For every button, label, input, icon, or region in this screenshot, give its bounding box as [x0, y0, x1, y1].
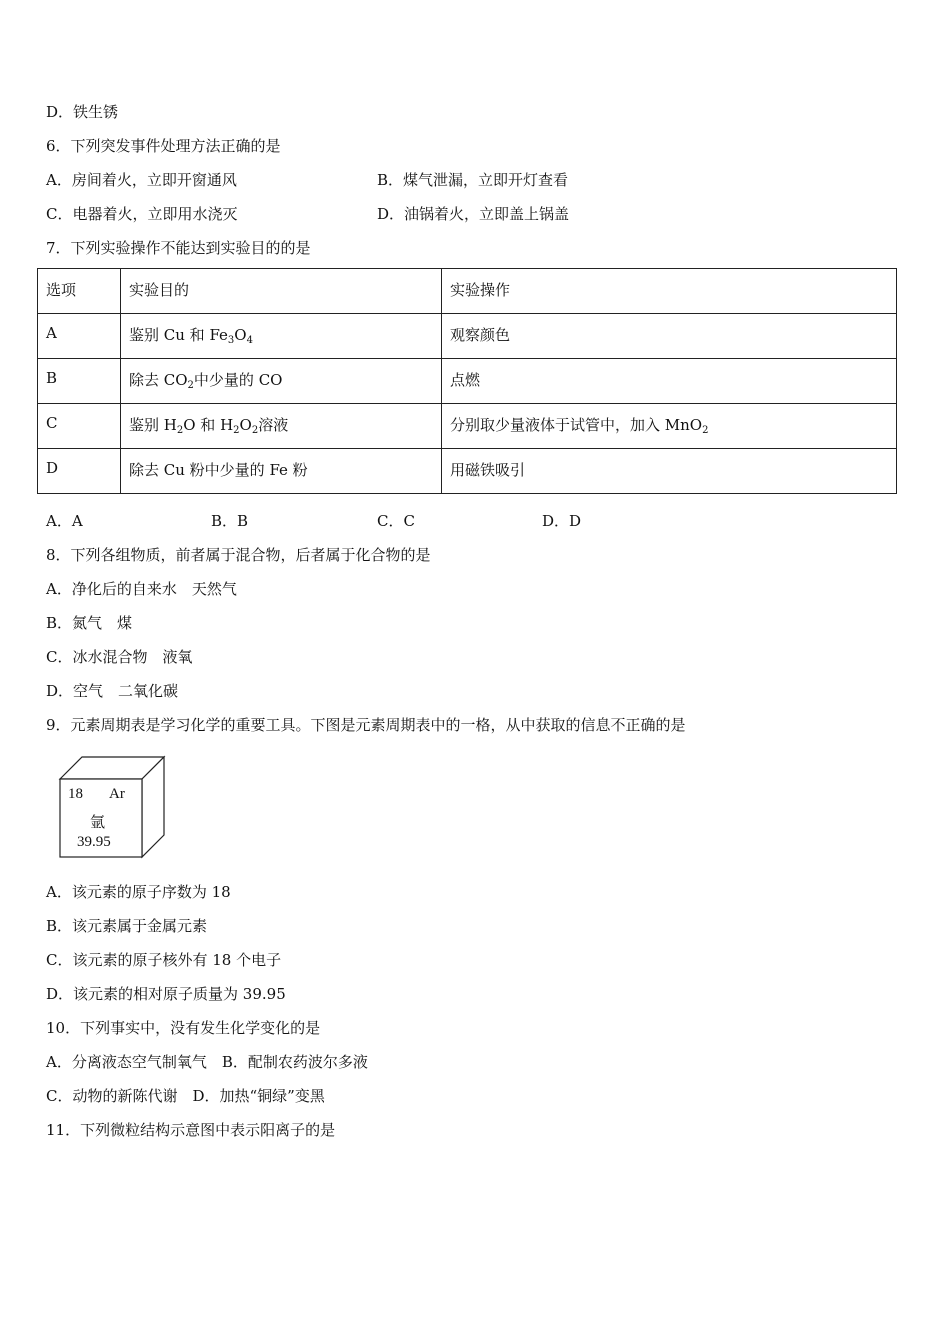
row-goal: 鉴别 $H_2O$ 和 $H_2O_2$溶液	[121, 404, 442, 449]
header-option: 选项	[38, 269, 121, 314]
q7-choice-d: D．D	[542, 512, 582, 530]
row-operation: 观察颜色	[442, 314, 897, 359]
q10-stem: 10．下列事实中，没有发生化学变化的是	[46, 1019, 321, 1037]
row-operation: 分别取少量液体于试管中，加入 MnO$_2$	[442, 404, 897, 449]
q11-stem: 11．下列微粒结构示意图中表示阳离子的是	[46, 1121, 336, 1139]
q6-option-c: C．电器着火，立即用水浇灭	[46, 205, 238, 223]
q9-option-c: C．该元素的原子核外有 18 个电子	[46, 951, 282, 969]
q8-option-b: B．氮气 煤	[46, 614, 133, 632]
table-row	[38, 314, 897, 359]
element-symbol: Ar	[109, 786, 125, 802]
q8-option-c: C．冰水混合物 液氧	[46, 648, 193, 666]
table-row	[38, 449, 897, 494]
q9-option-b: B．该元素属于金属元素	[46, 917, 208, 935]
row-goal: 鉴别 Cu 和 $Fe_3O_4$	[121, 314, 442, 359]
cube-outline-icon	[58, 755, 166, 860]
q6-option-b: B．煤气泄漏，立即开灯查看	[377, 171, 569, 189]
q7-stem: 7．下列实验操作不能达到实验目的的是	[46, 239, 311, 257]
q10-options-ab: A．分离液态空气制氧气 B．配制农药波尔多液	[46, 1053, 368, 1071]
row-option: B	[38, 359, 121, 404]
table-header-row	[38, 269, 897, 314]
table-row	[38, 359, 897, 404]
header-goal: 实验目的	[121, 269, 442, 314]
q7-choice-c: C．C	[377, 512, 415, 530]
q9-stem: 9．元素周期表是学习化学的重要工具。下图是元素周期表中的一格，从中获取的信息不正确的是	[46, 716, 686, 734]
row-option: A	[38, 314, 121, 359]
row-operation: 点燃	[442, 359, 897, 404]
element-mass: 39.95	[77, 834, 111, 850]
row-option: D	[38, 449, 121, 494]
row-option: C	[38, 404, 121, 449]
q7-choice-b: B．B	[211, 512, 249, 530]
q6-stem: 6．下列突发事件处理方法正确的是	[46, 137, 281, 155]
q5-option-d: D．铁生锈	[46, 103, 119, 121]
q7-choices	[0, 511, 950, 531]
q7-experiment-table	[37, 268, 897, 494]
q8-option-d: D．空气 二氧化碳	[46, 682, 179, 700]
element-name: 氩	[90, 815, 106, 831]
header-operation: 实验操作	[442, 269, 897, 314]
periodic-table-cell	[58, 755, 166, 860]
row-goal: 除去 $CO_2$中少量的 CO	[121, 359, 442, 404]
row-operation: 用磁铁吸引	[442, 449, 897, 494]
row-goal: 除去 Cu 粉中少量的 Fe 粉	[121, 449, 442, 494]
q8-option-a: A．净化后的自来水 天然气	[46, 580, 237, 598]
q10-options-cd: C．动物的新陈代谢 D．加热“铜绿”变黑	[46, 1087, 325, 1105]
q9-option-d: D．该元素的相对原子质量为 39.95	[46, 985, 286, 1003]
element-atomic-number: 18	[68, 786, 83, 802]
q6-option-d: D．油锅着火，立即盖上锅盖	[377, 205, 570, 223]
q8-stem: 8．下列各组物质，前者属于混合物，后者属于化合物的是	[46, 546, 431, 564]
q7-choice-a: A．A	[46, 512, 83, 530]
q9-option-a: A．该元素的原子序数为 18	[46, 883, 231, 901]
table-row	[38, 404, 897, 449]
q6-option-a: A．房间着火，立即开窗通风	[46, 171, 237, 189]
